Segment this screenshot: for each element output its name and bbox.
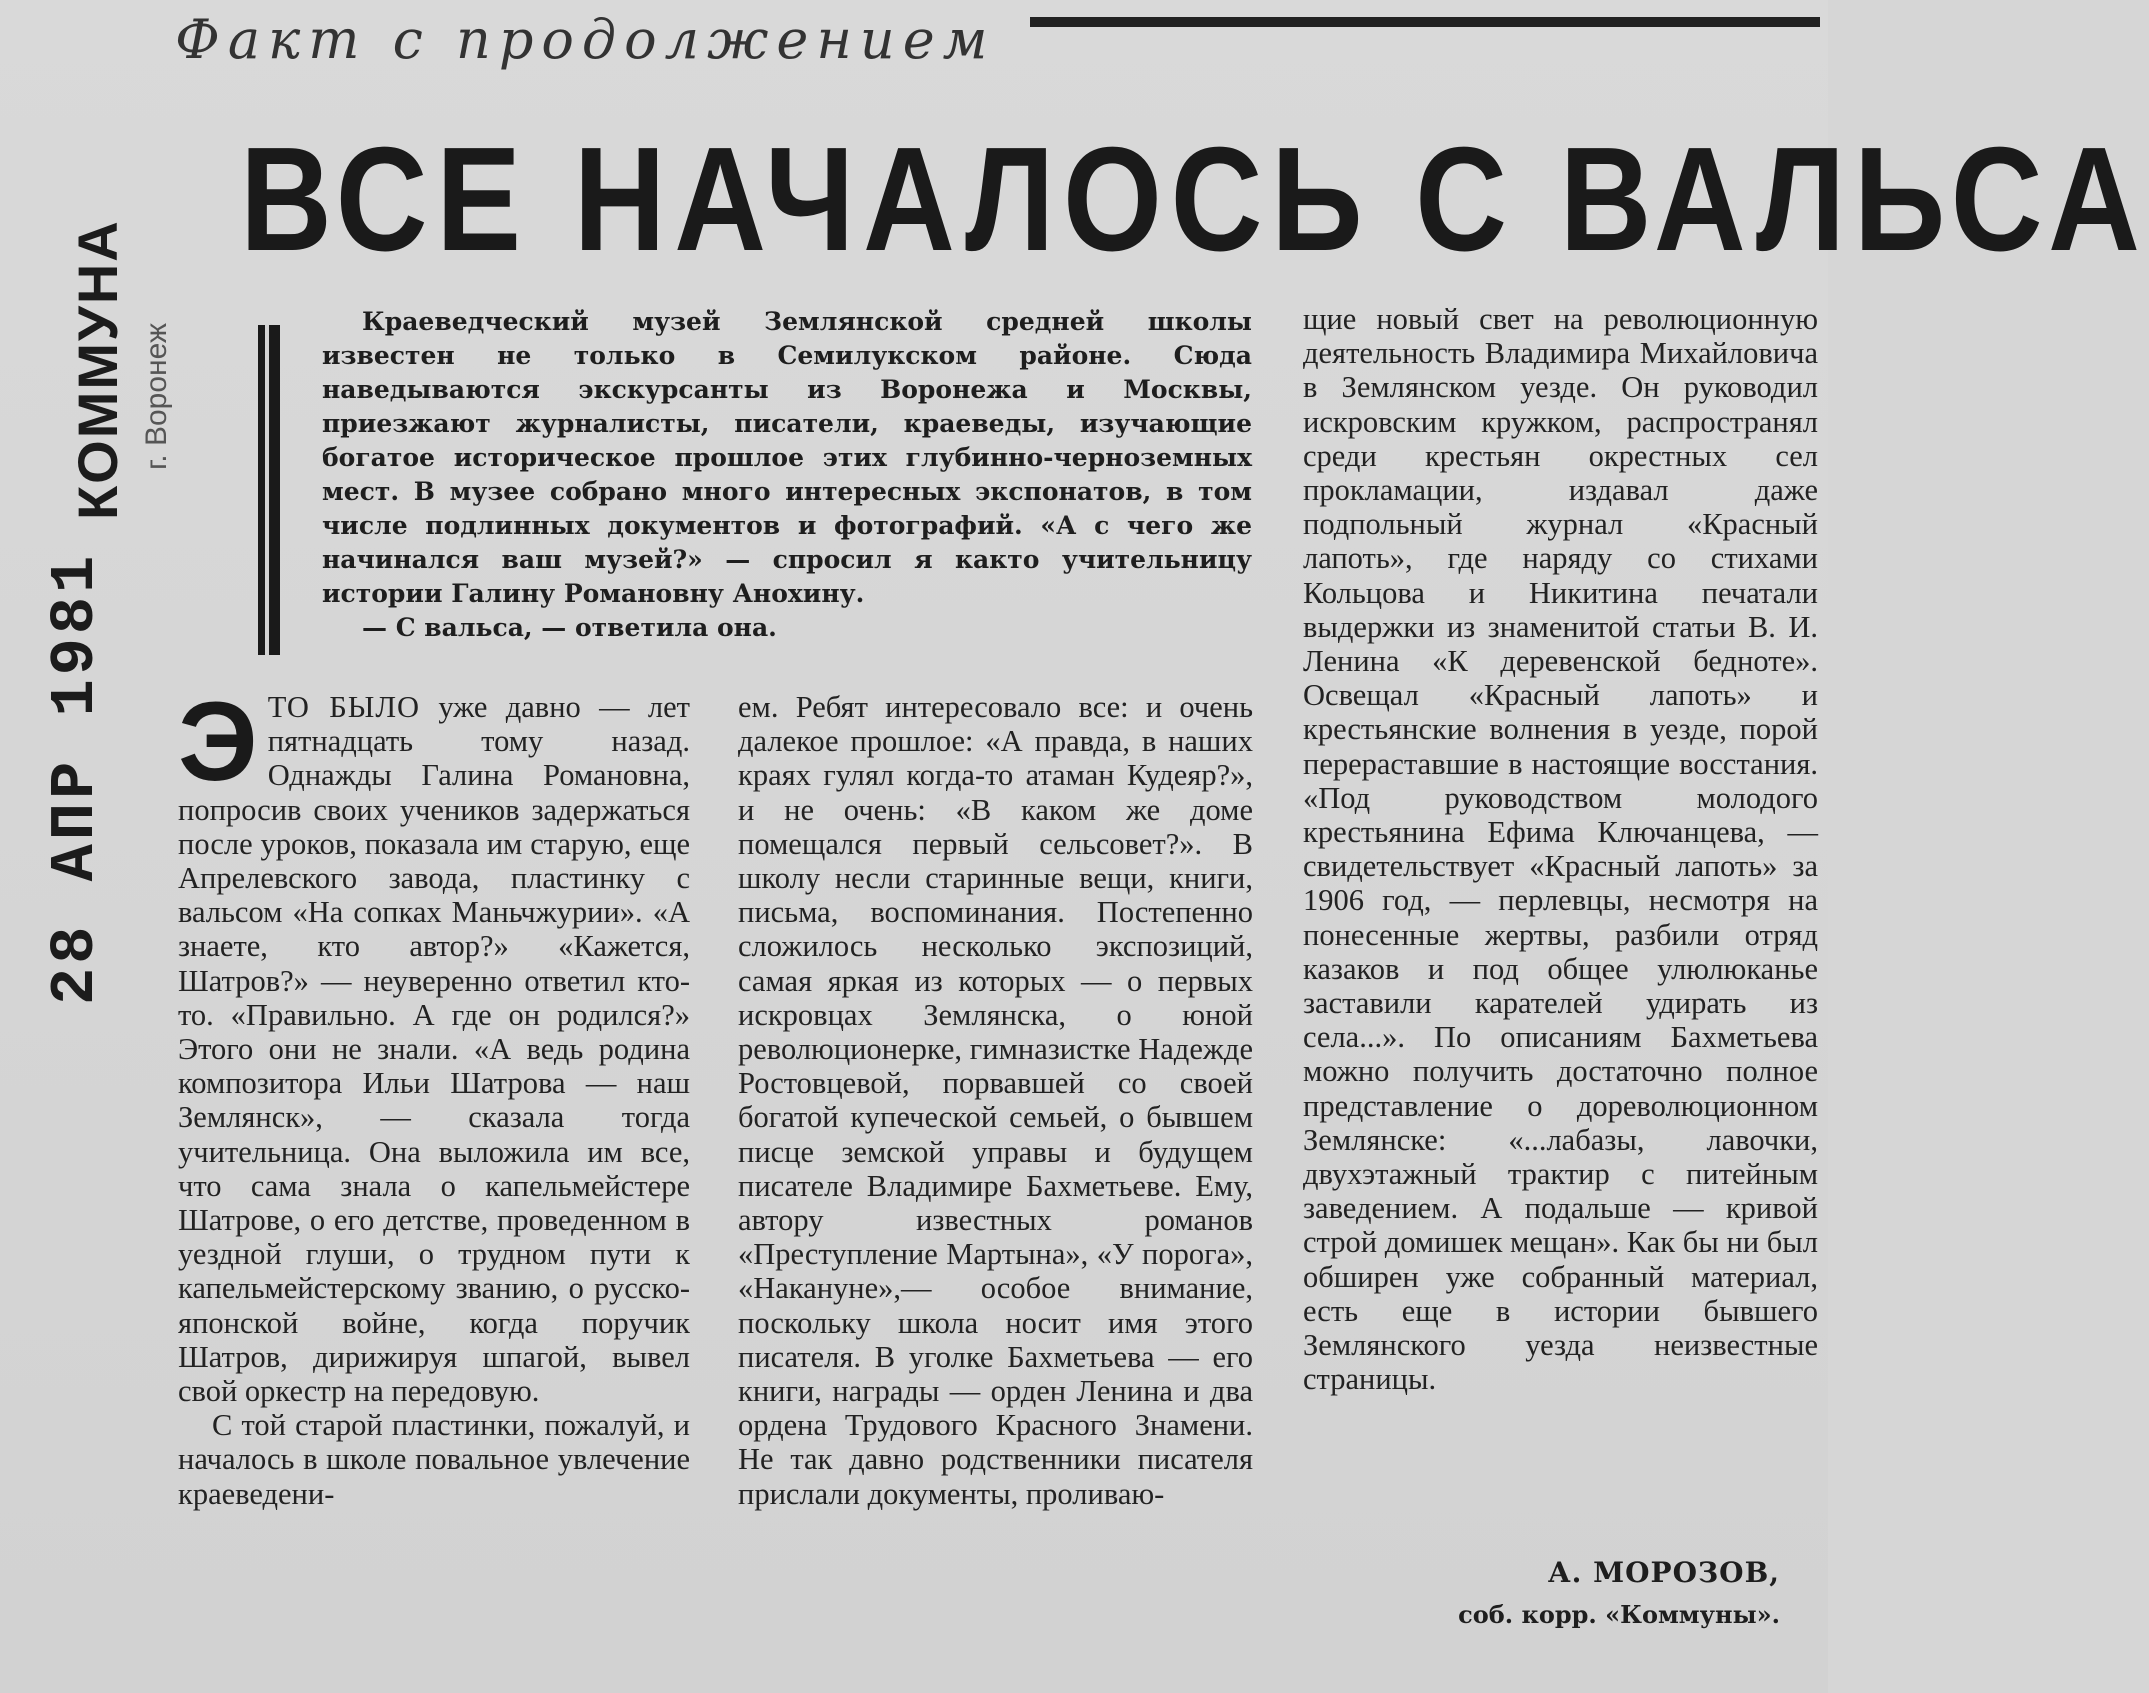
column-1-paragraph-2: С той старой пластинки, пожалуй, и началось в школе повальное увлечение краеведени- — [178, 1408, 690, 1511]
column-1-paragraph-1 — [178, 679, 690, 1409]
lead-paragraph — [322, 305, 1252, 645]
column-3-paragraph-1: щие новый свет на революционную деятельность Владимира Михайловича в Землянском уезде. Он руководил искровским кружком, распространял среди крестьян окрестных сел прокламации, издавал даже подпольный журнал «Красный лапоть», где наряду со стихами Кольцова и Никитина печатали выдержки из знаменитой статьи В. И. Ленина «К деревенской бедноте». Освещал «Красный лапоть» и крестьянские волнения в уезде, порой перераставшие в настоящие восстания. «Под руководством молодого крестьянина Ефима Ключанцева, — свидетельствует «Красный лапоть» за 1906 год, — перлевцы, несмотря на понесенные жертвы, разбили отряд казаков и под общее улюлюканье заставили карателей удирать из села...». По описаниям Бахметьева можно получить достаточно полное представление о дореволюционном Землянске: «...лабазы, лавочки, двухэтажный трактир с питейным заведением. А подальше — кривой строй домишек мещан». Как бы ни был обширен уже собранный материал, есть еще в истории бывшего Землянского уезда неизвестные страницы. — [1303, 302, 1818, 1397]
lead-text: Краеведческий музей Землянской средней школы известен не только в Семилукском районе. Сюда наведываются экскурсанты из Воронежа и Москвы, приезжают журналисты, писатели, краеведы, изучающие богатое историческое прошлое этих глубинно-черноземных мест. В музее собрано много интересных экспонатов, в том числе подлинных документов и фотографий. «А с чего же начинался ваш музей?» — спросил я както учительницу истории Галину Романовну Анохину. — [322, 307, 1252, 608]
author-title: соб. корр. «Коммуны». — [1458, 1600, 1780, 1629]
article-column-2 — [738, 690, 1253, 1511]
newspaper-name: КОММУНА — [66, 219, 129, 520]
rubric: Факт с продолжением — [175, 8, 996, 71]
opening-words: ТО БЫЛО — [267, 690, 421, 724]
author-signature — [1310, 1553, 1780, 1637]
drop-cap: Э — [178, 679, 258, 804]
lead-quote: — С вальса, — ответила она. — [362, 613, 777, 642]
rubric-rule — [1030, 17, 1820, 27]
author-name: А. МОРОЗОВ, — [1547, 1556, 1780, 1589]
headline: ВСЕ НАЧАЛОСЬ С ВАЛЬСА — [240, 117, 2149, 282]
city-name: г. Воронеж — [140, 323, 173, 470]
publication-date: 28 АПР 1981 — [40, 551, 111, 1005]
column-2-paragraph-1: ем. Ребят интересовало все: и очень далекое прошлое: «А правда, в наших краях гулял когда-то атаман Кудеяр?», и не очень: «В каком же доме помещался первый сельсовет?». В школу несли старинные вещи, книги, письма, воспоминания. Постепенно сложилось несколько экспозиций, самая яркая из которых — о первых искровцах Землянска, о юной революционерке, гимназистке Надежде Ростовцевой, порвавшей со своей богатой купеческой семьей, о бывшем писце земской управы и будущем писателе Владимире Бахметьеве. Ему, автору известных романов «Преступление Мартына», «У порога», «Накануне»,— особое внимание, поскольку школа носит имя этого писателя. В уголке Бахметьева — его книги, награды — орден Ленина и два ордена Трудового Красного Знамени. Не так давно родственники писателя прислали документы, проливаю- — [738, 690, 1253, 1511]
lead-bar — [258, 325, 280, 655]
article-column-1 — [178, 679, 690, 1511]
article-column-3 — [1303, 302, 1818, 1397]
column-1-text: уже давно — лет пятнадцать тому назад. Однажды Галина Романовна, попросив своих учеников задержаться после уроков, показала им старую, еще Апрелевского завода, пластинку с вальсом «На сопках Маньчжурии». «А знаете, кто автор?» «Кажется, Шатров?» — неуверенно ответил кто-то. «Правильно. А где он родился?» Этого они не знали. «А ведь родина композитора Ильи Шатрова — наш Землянск», — сказала тогда учительница. Она выложила им все, что сама знала о капельмейстере Шатрове, о его детстве, проведенном в уездной глуши, о трудном пути к капельмейстерскому званию, о русско-японской войне, когда поручик Шатров, дирижируя шпагой, вывел свой оркестр на передовую. — [178, 690, 690, 1409]
